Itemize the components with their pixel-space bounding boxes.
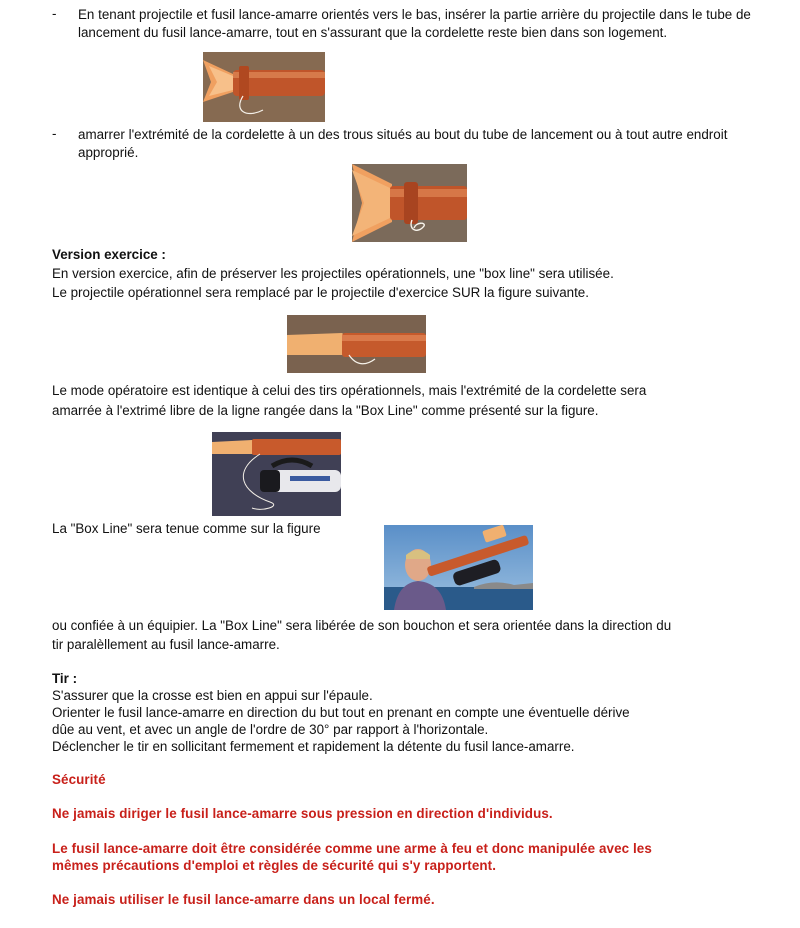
instruction-insert-projectile: En tenant projectile et fusil lance-amarre orientés vers le bas, insérer la partie arrière du projectile dans le tube de lancement du fusil lance-amarre, tout en s'assurant que la cordelette reste bien dans son logement. [78,7,751,40]
bullet-marker: - [52,6,57,21]
exercise-paragraph-2-line-2: tir paralèllement au fusil lance-amarre. [52,637,280,652]
security-warning-2-line-2: mêmes précautions d'emploi et règles de sécurité qui s'y rapportent. [52,858,497,873]
security-warning-2-line-1: Le fusil lance-amarre doit être considérée comme une arme à feu et donc manipulée avec les [52,841,652,856]
fire-line-2: Orienter le fusil lance-amarre en direction du but tout en prenant en compte une éventuelle dérive [52,705,630,720]
cord-tied-photo [352,164,467,242]
fire-line-1: S'assurer que la crosse est bien en appui sur l'épaule. [52,688,373,703]
box-line-held-text: La "Box Line" sera tenue comme sur la figure [52,521,321,536]
exercise-paragraph-1-line-1: Le mode opératoire est identique à celui des tirs opérationnels, mais l'extrémité de la cordelette sera [52,383,647,398]
exercise-paragraph-1-line-2: amarrée à l'extrimé libre de la ligne rangée dans la "Box Line" comme présenté sur la figure. [52,403,599,418]
exercise-line-1: En version exercice, afin de préserver les projectiles opérationnels, une "box line" sera utilisée. [52,266,614,281]
fire-line-4: Déclencher le tir en sollicitant fermement et rapidement la détente du fusil lance-amarre. [52,739,575,754]
exercise-paragraph-2-line-1: ou confiée à un équipier. La "Box Line" sera libérée de son bouchon et sera orientée dans la direction du [52,618,672,633]
bullet-marker: - [52,126,57,141]
man-holding-launcher-photo [384,525,533,610]
security-warning-3: Ne jamais utiliser le fusil lance-amarre dans un local fermé. [52,892,435,907]
projectile-insertion-photo [203,52,325,122]
exercise-line-2: Le projectile opérationnel sera remplacé par le projectile d'exercice SUR la figure suivante. [52,285,589,300]
instruction-tie-cord: amarrer l'extrémité de la cordelette à un des trous situés au bout du tube de lancement ou à tout autre endroit approprié. [78,127,728,160]
security-heading: Sécurité [52,772,106,787]
security-warning-1: Ne jamais diriger le fusil lance-amarre sous pression en direction d'individus. [52,806,553,821]
box-line-photo [212,432,341,516]
fire-line-3: dûe au vent, et avec un angle de l'ordre de 30° par rapport à l'horizontale. [52,722,489,737]
exercise-heading: Version exercice : [52,247,166,262]
exercise-projectile-photo [287,315,426,373]
fire-heading: Tir : [52,671,78,686]
